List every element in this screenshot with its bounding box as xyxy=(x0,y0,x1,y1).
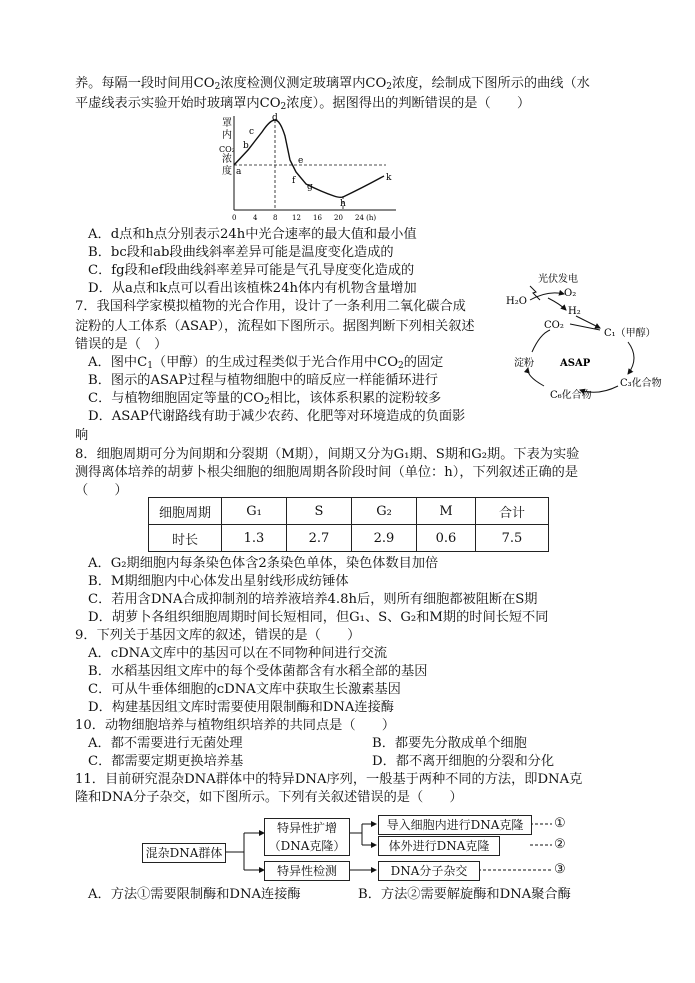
svg-text:24 (h): 24 (h) xyxy=(355,214,377,222)
q10-stem: 10．动物细胞培养与植物组织培养的共同点是（ ） xyxy=(75,718,396,733)
q6-option-c: C．fg段和ef段曲线斜率差异可能是气孔导度变化造成的 xyxy=(88,263,415,278)
amplification-label: 特异性扩增 xyxy=(276,821,337,835)
asap-center-label: ASAP xyxy=(560,358,591,369)
q6-option-a: A．d点和h点分别表示24h中光合速率的最大值和最小值 xyxy=(88,227,417,242)
svg-text:f: f xyxy=(292,176,296,186)
in-vitro-cloning-box: 体外进行DNA克隆 xyxy=(378,836,500,856)
c3-label: C₃化合物 xyxy=(620,378,662,389)
q10-option-a: A．都不需要进行无菌处理 xyxy=(88,736,243,751)
in-cell-cloning-box: 导入细胞内进行DNA克隆 xyxy=(378,815,532,835)
svg-text:k: k xyxy=(386,173,392,183)
o2-label: O₂ xyxy=(564,288,577,299)
q10-option-c: C．都需要定期更换培养基 xyxy=(88,754,244,769)
q8-option-c: C．若用含DNA合成抑制剂的培养液培养4.8h后，则所有细胞都被阻断在S期 xyxy=(88,592,538,607)
svg-text:20: 20 xyxy=(334,214,343,222)
svg-text:g: g xyxy=(307,182,313,192)
mixed-dna-box: 混杂DNA群体 xyxy=(142,843,226,863)
q6-option-b: B．bc段和ab段曲线斜率差异可能是温度变化造成的 xyxy=(88,245,394,260)
svg-text:内: 内 xyxy=(222,130,232,141)
svg-text:a: a xyxy=(236,167,242,177)
table-cell: 时长 xyxy=(149,525,222,552)
table-header-cell: G₁ xyxy=(222,498,287,525)
svg-text:0: 0 xyxy=(232,214,237,222)
c6-label: C₆化合物 xyxy=(550,390,592,401)
q11-option-a: A．方法①需要限制酶和DNA连接酶 xyxy=(88,887,301,902)
q6-option-d: D．从a点和k点可以看出该植株24h体内有机物含量增加 xyxy=(88,281,417,296)
svg-text:16: 16 xyxy=(313,214,322,222)
q11-stem-line-2: 隆和DNA分子杂交，如下图所示。下列有关叙述错误的是（ ） xyxy=(75,790,463,805)
svg-text:4: 4 xyxy=(253,214,258,222)
q7-stem-line-3: 错误的是（ ） xyxy=(75,337,168,352)
svg-text:d: d xyxy=(272,113,278,123)
table-header-cell: M xyxy=(417,498,476,525)
method-2-marker: ② xyxy=(554,837,566,852)
q8-option-a: A．G₂期细胞内每条染色体含2条染色单体，染色体数目加倍 xyxy=(88,556,439,571)
intro-line-1: 养。每隔一段时间用$CO_2$浓度检测仪测定玻璃罩内$CO_2$浓度，绘制成下图所示的曲线（水 xyxy=(75,76,590,92)
table-header-cell: 合计 xyxy=(476,498,549,525)
svg-text:CO₂: CO₂ xyxy=(219,145,235,154)
q7-option-d: D．ASAP代谢路线有助于减少农药、化肥等对环境造成的负面影 xyxy=(88,409,466,424)
svg-text:h: h xyxy=(340,199,346,209)
q9-option-c: C．可从牛垂体细胞的cDNA文库中获取生长激素基因 xyxy=(88,682,401,697)
q8-option-d: D．胡萝卜各组织细胞周期时间长短相同，但G₁、S、G₂和M期的时间长短不同 xyxy=(88,610,549,625)
dna-cloning-label: （DNA克隆） xyxy=(268,839,346,853)
svg-text:e: e xyxy=(298,156,304,166)
table-header-cell: 细胞周期 xyxy=(149,498,222,525)
method-3-marker: ③ xyxy=(554,862,566,877)
q7-option-d-cont: 响 xyxy=(75,428,89,443)
intro-line-2: 平虚线表示实验开始时玻璃罩内$CO_2$浓度）。据图得出的判断错误的是（ ） xyxy=(75,96,531,112)
q9-option-a: A．cDNA文库中的基因可以在不同物种间进行交流 xyxy=(88,646,388,661)
method-1-marker: ① xyxy=(554,816,566,831)
starch-label: 淀粉 xyxy=(514,358,534,369)
table-header-cell: G₂ xyxy=(352,498,417,525)
q7-stem-line-2: 淀粉的人工体系（ASAP），流程如下图所示。据图判断下列相关叙述 xyxy=(75,319,475,334)
q11-option-b: B．方法②需要解旋酶和DNA聚合酶 xyxy=(358,887,571,902)
table-cell: 2.7 xyxy=(287,525,352,552)
svg-text:度: 度 xyxy=(222,166,232,177)
svg-text:浓: 浓 xyxy=(222,154,232,165)
q8-option-b: B．M期细胞内中心体发出星射线形成纺锤体 xyxy=(88,574,349,589)
specific-detection-box: 特异性检测 xyxy=(264,861,350,881)
svg-text:8: 8 xyxy=(273,214,278,222)
table-cell: 7.5 xyxy=(476,525,549,552)
q7-option-c: C．与植物细胞固定等量的$CO_2$相比，该体系积累的淀粉较多 xyxy=(88,391,442,407)
h2o-label: H₂O xyxy=(506,296,527,307)
q9-option-d: D．构建基因组文库时需要使用限制酶和DNA连接酶 xyxy=(88,700,394,715)
q7-stem-line-1: 7．我国科学家模拟植物的光合作用，设计了一条利用二氧化碳合成 xyxy=(75,299,466,314)
table-cell: 2.9 xyxy=(352,525,417,552)
svg-text:c: c xyxy=(249,127,255,137)
specific-amplification-box xyxy=(264,818,350,856)
q10-option-d: D．都不离开细胞的分裂和分化 xyxy=(372,754,555,769)
q11-stem-line-1: 11．目前研究混杂DNA群体中的特异DNA序列，一般基于两种不同的方法，即DNA克 xyxy=(75,772,583,787)
q9-option-b: B．水稻基因组文库中的每个受体菌都含有水稻全部的基因 xyxy=(88,664,428,679)
co2-label: CO₂ xyxy=(544,320,564,331)
q8-stem-line-3: （ ） xyxy=(75,483,128,498)
q9-stem: 9．下列关于基因文库的叙述，错误的是（ ） xyxy=(75,628,361,643)
q8-stem-line-1: 8．细胞周期可分为间期和分裂期（M期），间期又分为G₁期、S期和G₂期。下表为实验 xyxy=(75,447,580,462)
svg-text:12: 12 xyxy=(292,214,301,222)
table-cell: 1.3 xyxy=(222,525,287,552)
q7-option-a: A．图中$C_1$（甲醇）的生成过程类似于光合作用中$CO_2$的固定 xyxy=(88,355,444,371)
q10-option-b: B．都要先分散成单个细胞 xyxy=(372,736,527,751)
svg-text:罩: 罩 xyxy=(222,118,232,129)
table-cell: 0.6 xyxy=(417,525,476,552)
c1-label: C₁（甲醇） xyxy=(604,328,656,339)
h2-label: H₂ xyxy=(568,306,581,317)
table-header-cell: S xyxy=(287,498,352,525)
q7-option-b: B．图示的ASAP过程与植物细胞中的暗反应一样能循环进行 xyxy=(88,373,438,388)
hybridization-box: DNA分子杂交 xyxy=(378,861,480,881)
q8-stem-line-2: 测得离体培养的胡萝卜根尖细胞的细胞周期各阶段时间（单位：h），下列叙述正确的是 xyxy=(75,465,579,480)
svg-text:b: b xyxy=(243,141,249,151)
solar-power-label: 光伏发电 xyxy=(538,274,578,285)
